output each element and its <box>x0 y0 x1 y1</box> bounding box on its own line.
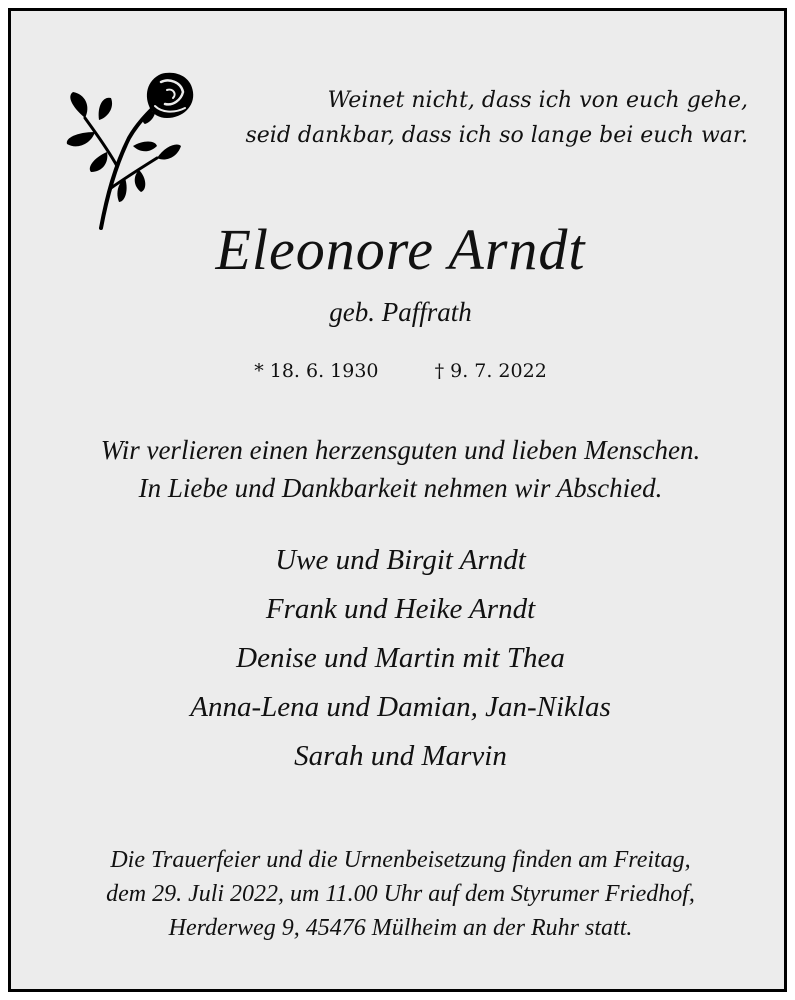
funeral-line-1: Die Trauerfeier und die Urnenbeisetzung finden am Freitag, <box>110 847 691 873</box>
motto-line-1: Weinet nicht, dass ich von euch gehe, <box>327 88 748 113</box>
life-dates <box>11 357 790 385</box>
family-member: Uwe und Birgit Arndt <box>275 544 526 576</box>
rose-icon <box>63 66 203 236</box>
funeral-notice <box>11 843 790 945</box>
maiden-name: geb. Paffrath <box>329 297 472 327</box>
family-member: Denise und Martin mit Thea <box>236 642 565 674</box>
birth-date: * 18. 6. 1930 <box>254 360 379 382</box>
message-line-2: In Liebe und Dankbarkeit nehmen wir Abschied. <box>138 473 663 503</box>
family-member: Frank und Heike Arndt <box>265 593 536 625</box>
family-member: Sarah und Marvin <box>294 740 507 772</box>
funeral-line-2: dem 29. Juli 2022, um 11.00 Uhr auf dem Styrumer Friedhof, <box>106 881 695 907</box>
family-list <box>11 536 790 781</box>
deceased-name: Eleonore Arndt <box>215 217 586 282</box>
motto <box>228 83 748 153</box>
obituary-frame <box>8 8 787 992</box>
message-line-1: Wir verlieren einen herzensguten und lieben Menschen. <box>100 435 701 465</box>
family-member: Anna-Lena und Damian, Jan-Niklas <box>190 691 611 723</box>
funeral-line-3: Herderweg 9, 45476 Mülheim an der Ruhr statt. <box>168 915 633 941</box>
motto-line-2: seid dankbar, dass ich so lange bei euch war. <box>245 123 748 148</box>
farewell-message <box>11 431 790 507</box>
death-date: † 9. 7. 2022 <box>434 360 547 382</box>
